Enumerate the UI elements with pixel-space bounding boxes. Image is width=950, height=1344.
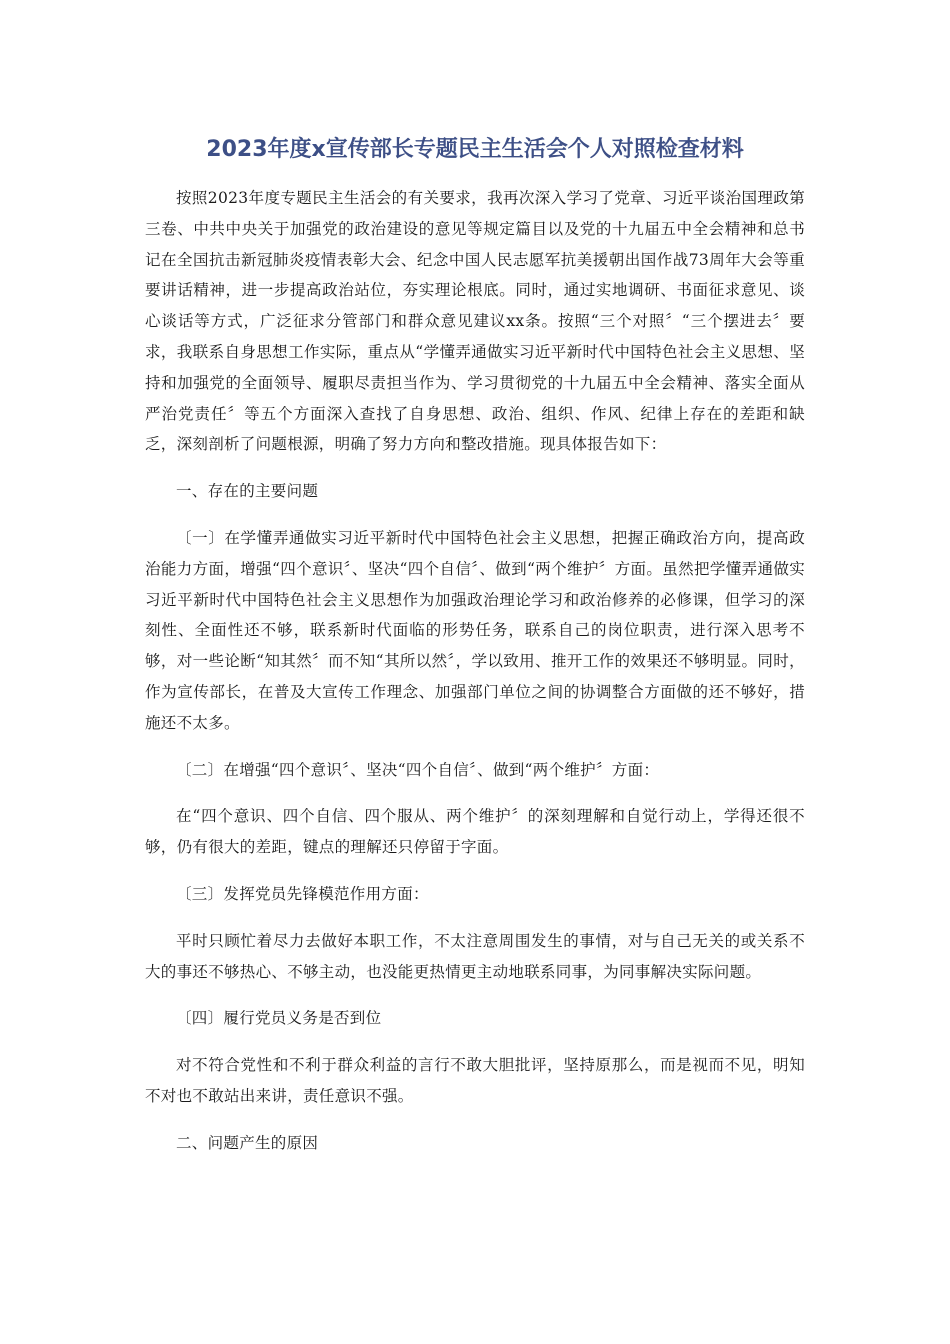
item-2-paragraph: 在“四个意识、四个自信、四个服从、两个维护〞的深刻理解和自觉行动上，学得还很不够，仍有很大的差距，键点的理解还只停留于字面。 [145, 807, 805, 857]
intro-paragraph: 按照2023年度专题民主生活会的有关要求，我再次深入学习了党章、习近平谈治国理政第三卷、中共中央关于加强党的政治建设的意见等规定篇目以及党的十九届五中全会精神和总书记在全国抗击新冠肺炎疫情表彰大会、纪念中国人民志愿军抗美援朝出国作战73周年大会等重要讲话精神，进一步提高政治站位，夯实理论根底。同时，通过实地调研、书面征求意见、谈心谈话等方式，广泛征求分管部门和群众意见建议xx条。按照“三个对照〞“三个摆进去〞要求，我联系自身思想工作实际，重点从“学懂弄通做实习近平新时代中国特色社会主义思想、坚持和加强党的全面领导、履职尽责担当作为、学习贯彻党的十九届五中全会精神、落实全面从严治党责任〞等五个方面深入查找了自身思想、政治、组织、作风、纪律上存在的差距和缺乏，深刻剖析了问题根源，明确了努力方向和整改措施。现具体报告如下： [145, 189, 805, 454]
item-4-heading: 〔四〕履行党员义务是否到位 [176, 1009, 382, 1028]
section-heading-causes: 二、问题产生的原因 [176, 1133, 319, 1152]
section-heading-problems: 一、存在的主要问题 [176, 482, 319, 501]
item-1-paragraph: 〔一〕在学懂弄通做实习近平新时代中国特色社会主义思想，把握正确政治方向，提高政治能力方面，增强“四个意识〞、坚决“四个自信〞、做到“两个维护〞方面。虽然把学懂弄通做实习近平新时代中国特色社会主义思想作为加强政治理论学习和政治修养的必修课，但学习的深刻性、全面性还不够，联系新时代面临的形势任务，联系自己的岗位职责，进行深入思考不够，对一些论断“知其然〞而不知“其所以然〞，学以致用、推开工作的效果还不够明显。同时，作为宣传部长，在普及大宣传工作理念、加强部门单位之间的协调整合方面做的还不够好，措施还不太多。 [145, 528, 805, 732]
item-2-heading: 〔二〕在增强“四个意识〞、坚决“四个自信〞、做到“两个维护〞方面： [176, 760, 660, 779]
item-3-paragraph: 平时只顾忙着尽力去做好本职工作，不太注意周围发生的事情，对与自己无关的或关系不大的事还不够热心、不够主动，也没能更热情更主动地联系同事，为同事解决实际问题。 [145, 931, 805, 981]
item-4-paragraph: 对不符合党性和不利于群众利益的言行不敢大胆批评，坚持原那么，而是视而不见，明知不对也不敢站出来讲，责任意识不强。 [145, 1056, 805, 1105]
document-title: 2023年度x宣传部长专题民主生活会个人对照检查材料 [206, 137, 744, 162]
document-body [145, 183, 805, 1175]
item-3-heading: 〔三〕发挥党员先锋模范作用方面： [176, 884, 429, 903]
